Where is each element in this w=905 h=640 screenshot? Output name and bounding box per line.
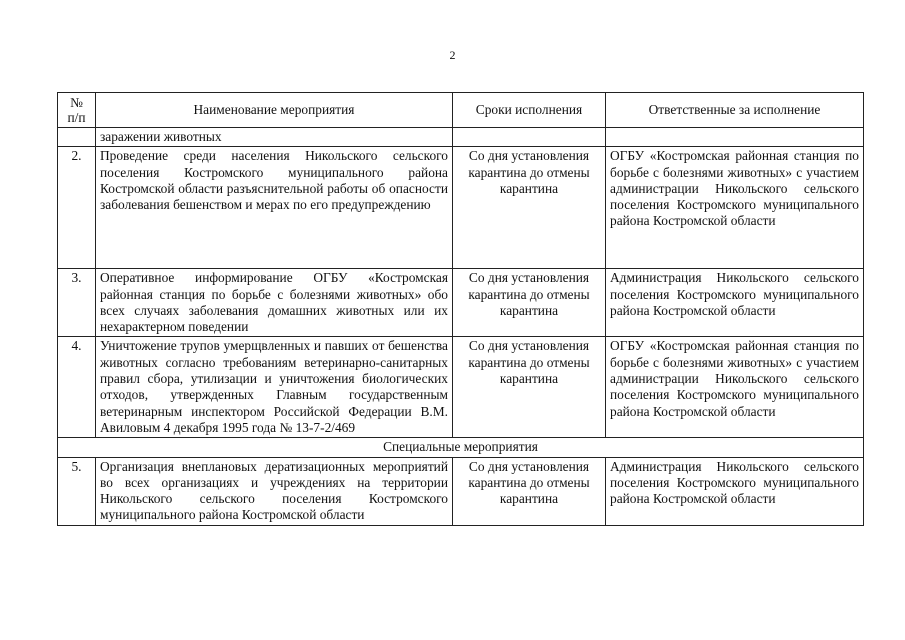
row-name-cell: заражении животных bbox=[96, 128, 453, 147]
row-num-cell: 5. bbox=[58, 457, 96, 525]
row-num-cell: 2. bbox=[58, 147, 96, 269]
table-row bbox=[58, 337, 864, 438]
row-terms-cell: Со дня установления карантина до отмены карантина bbox=[453, 147, 606, 269]
row-num-cell bbox=[58, 128, 96, 147]
section-row bbox=[58, 438, 864, 457]
row-terms-cell: Со дня установления карантина до отмены карантина bbox=[453, 337, 606, 438]
row-name-cell: Проведение среди населения Никольского сельского поселения Костромского муниципального района Костромской области разъяснительной работы об опасности заболевания бешенством и мерах по его предупреждению bbox=[96, 147, 453, 269]
row-responsible-cell: ОГБУ «Костромская районная станция по борьбе с болезнями животных» с участием администрации Никольского сельского поселения Костромского муниципального района Костромской области bbox=[606, 147, 864, 269]
table-row bbox=[58, 269, 864, 337]
page-number: 2 bbox=[449, 48, 456, 62]
header-terms: Сроки исполнения bbox=[453, 93, 606, 128]
section-title: Специальные мероприятия bbox=[58, 438, 864, 457]
measures-table bbox=[57, 92, 864, 526]
row-terms-cell bbox=[453, 128, 606, 147]
row-responsible-cell: ОГБУ «Костромская районная станция по борьбе с болезнями животных» с участием администрации Никольского сельского поселения Костромского муниципального района Костромской области bbox=[606, 337, 864, 438]
row-terms-cell: Со дня установления карантина до отмены карантина bbox=[453, 269, 606, 337]
row-responsible-cell bbox=[606, 128, 864, 147]
header-responsible: Ответственные за исполнение bbox=[606, 93, 864, 128]
table-row-continuation bbox=[58, 128, 864, 147]
row-num-cell: 4. bbox=[58, 337, 96, 438]
row-responsible-cell: Администрация Никольского сельского поселения Костромского муниципального района Костромской области bbox=[606, 269, 864, 337]
row-terms-cell: Со дня установления карантина до отмены карантина bbox=[453, 457, 606, 525]
table-row bbox=[58, 147, 864, 269]
row-name-cell: Организация внеплановых дератизационных мероприятий во всех организациях и учреждениях на территории Никольского сельского поселения Костромского муниципального района Костромской области bbox=[96, 457, 453, 525]
header-name: Наименование мероприятия bbox=[96, 93, 453, 128]
row-name-cell: Уничтожение трупов умерщвленных и павших от бешенства животных согласно требованиям ветеринарно-санитарных правил сбора, утилизации и уничтожения биологических отходов, утвержденных Главным государственным ветеринарным инспектором Российской Федерации В.М. Авиловым 4 декабря 1995 года № 13-7-2/469 bbox=[96, 337, 453, 438]
row-responsible-cell: Администрация Никольского сельского поселения Костромского муниципального района Костромской области bbox=[606, 457, 864, 525]
row-name-cell: Оперативное информирование ОГБУ «Костромская районная станция по борьбе с болезнями животных» обо всех случаях заболевания домашних животных или их нехарактерном поведении bbox=[96, 269, 453, 337]
header-num: № п/п bbox=[58, 93, 96, 128]
table-header-row bbox=[58, 93, 864, 128]
table-row bbox=[58, 457, 864, 525]
row-num-cell: 3. bbox=[58, 269, 96, 337]
